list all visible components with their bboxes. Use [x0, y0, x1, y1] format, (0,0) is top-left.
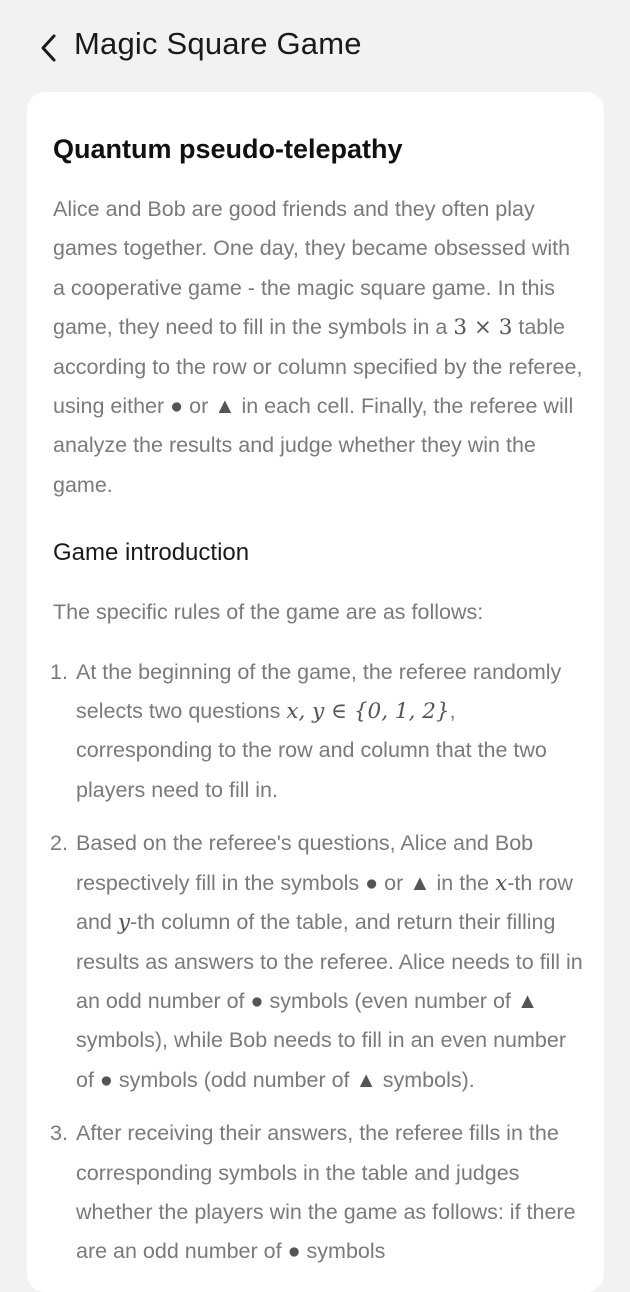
triangle-symbol: ▲	[516, 988, 539, 1013]
intro-text-2: table according to the row or column specified by the referee, using either	[53, 315, 583, 419]
game-introduction-heading: Game introduction	[53, 539, 250, 567]
rule-item-1	[50, 653, 583, 811]
rule-text: symbols (odd number of	[112, 1067, 356, 1092]
back-button[interactable]	[30, 28, 66, 68]
content-card	[27, 92, 604, 1292]
rule-text: symbols (even number of	[263, 988, 517, 1013]
rule-text: , corresponding to the row and column that the two players need to fill in.	[76, 699, 547, 802]
rule-text: symbols), while Bob needs to fill in an even number of	[76, 1028, 566, 1092]
intro-text-1: Alice and Bob are good friends and they often play games together. One day, they became obsessed with a cooperative game - the magic square game. In this game, they need to fill in the symbols in a	[53, 197, 571, 340]
page-title: Magic Square Game	[74, 26, 362, 61]
math-xy-set: x, y ∈ {0, 1, 2}	[286, 699, 450, 725]
rule-text: -th row and	[76, 870, 573, 935]
rule-text: or	[378, 870, 410, 895]
triangle-symbol: ▲	[214, 394, 236, 419]
circle-symbol: ●	[287, 1239, 301, 1264]
rules-list	[50, 653, 583, 1272]
rule-item-3	[50, 1114, 583, 1272]
math-x: x	[495, 870, 508, 896]
triangle-symbol: ▲	[355, 1067, 377, 1092]
chevron-left-icon	[38, 33, 58, 63]
rule-item-2	[50, 824, 583, 1100]
intro-text-4: in each cell. Finally, the referee will analyze the results and judge whether they win the game.	[53, 394, 574, 497]
rule-text: Based on the referee's questions, Alice and Bob respectively fill in the symbols	[76, 831, 534, 895]
rule-number: 3.	[50, 1121, 68, 1146]
rule-text: At the beginning of the game, the referee randomly selects two questions	[76, 659, 562, 724]
rules-intro: The specific rules of the game are as follows:	[53, 600, 484, 625]
rule-text: symbols).	[376, 1067, 475, 1092]
math-y: y	[117, 910, 131, 936]
rule-text: symbols	[300, 1239, 386, 1264]
rule-number: 1.	[50, 659, 68, 684]
circle-symbol: ●	[99, 1067, 113, 1092]
section-title: Quantum pseudo-telepathy	[53, 134, 403, 164]
triangle-symbol: ▲	[409, 870, 431, 895]
math-3x3: 3 × 3	[453, 315, 513, 341]
circle-symbol: ●	[250, 988, 264, 1013]
rule-text: -th column of the table, and return their filling results as answers to the referee. Alice needs to fill in an odd number of	[76, 910, 583, 1013]
app-header	[0, 0, 630, 92]
rule-text: in the	[430, 870, 496, 895]
card-content	[50, 130, 583, 1286]
rule-number: 2.	[50, 831, 68, 856]
circle-symbol: ●	[365, 870, 379, 895]
rule-text: After receiving their answers, the referee fills in the corresponding symbols in the table and judges whether the players win the game as follows: if there are an odd number of	[76, 1121, 576, 1264]
intro-text-3: or	[183, 394, 215, 419]
circle-symbol: ●	[170, 394, 184, 419]
intro-paragraph	[53, 190, 583, 505]
